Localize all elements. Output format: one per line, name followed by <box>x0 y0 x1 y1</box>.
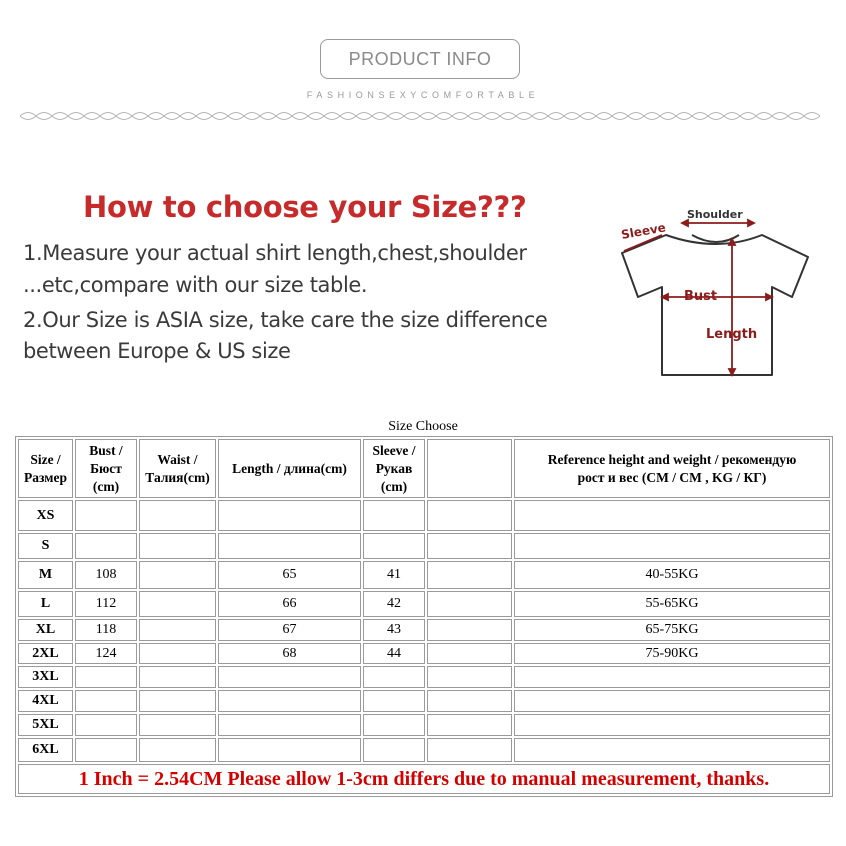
cell-waist <box>139 591 216 617</box>
cell-length: 65 <box>218 561 361 589</box>
table-row <box>18 591 830 617</box>
cell-waist <box>139 643 216 664</box>
product-info-box: PRODUCT INFO <box>320 39 520 79</box>
cell-bust <box>75 533 137 559</box>
cell-ref <box>514 666 830 688</box>
measurement-note: 1 Inch = 2.54CM Please allow 1-3cm differs due to manual measurement, thanks. <box>18 764 830 794</box>
cell-sleeve <box>363 690 425 712</box>
cell-waist <box>139 500 216 531</box>
cell-ref <box>514 714 830 736</box>
cell-blank <box>427 591 512 617</box>
diagram-label-sleeve: Sleeve <box>620 220 667 242</box>
table-note-row <box>18 764 830 794</box>
cell-ref: 75-90KG <box>514 643 830 664</box>
table-row <box>18 500 830 531</box>
table-header-row <box>18 439 830 498</box>
cell-waist <box>139 690 216 712</box>
cell-blank <box>427 500 512 531</box>
cell-bust <box>75 738 137 762</box>
cell-blank <box>427 738 512 762</box>
diagram-label-length: Length <box>706 327 758 342</box>
cell-length <box>218 738 361 762</box>
cell-sleeve: 41 <box>363 561 425 589</box>
instruction-line-1: 1.Measure your actual shirt length,chest,shoulder <box>23 241 527 265</box>
cell-length <box>218 500 361 531</box>
cell-blank <box>427 690 512 712</box>
cell-sleeve: 43 <box>363 619 425 641</box>
cell-length <box>218 714 361 736</box>
header-length: Length / длина(cm) <box>218 439 361 498</box>
cell-size: 3XL <box>18 666 73 688</box>
cell-size: 5XL <box>18 714 73 736</box>
header-waist: Waist / Талия(cm) <box>139 439 216 498</box>
table-row <box>18 533 830 559</box>
cell-size: S <box>18 533 73 559</box>
table-row <box>18 643 830 664</box>
cell-length: 68 <box>218 643 361 664</box>
header-reference: Reference height and weight / рекомендую рост и вес (CM / CM , KG / КГ) <box>514 439 830 498</box>
cell-sleeve <box>363 500 425 531</box>
header-size: Size / Размер <box>18 439 73 498</box>
tagline: FASHIONSEXYCOMFORTABLE <box>306 90 540 100</box>
cell-ref <box>514 738 830 762</box>
wavy-divider <box>20 109 820 123</box>
cell-length <box>218 690 361 712</box>
howto-title: How to choose your Size??? <box>83 190 527 224</box>
cell-waist <box>139 714 216 736</box>
table-row <box>18 690 830 712</box>
cell-size: L <box>18 591 73 617</box>
cell-length: 67 <box>218 619 361 641</box>
cell-sleeve <box>363 714 425 736</box>
size-table <box>15 436 833 797</box>
diagram-label-bust: Bust <box>684 289 718 304</box>
cell-waist <box>139 619 216 641</box>
table-row <box>18 714 830 736</box>
cell-waist <box>139 738 216 762</box>
cell-ref <box>514 533 830 559</box>
cell-length: 66 <box>218 591 361 617</box>
cell-size: M <box>18 561 73 589</box>
cell-size: 6XL <box>18 738 73 762</box>
cell-bust <box>75 500 137 531</box>
cell-length <box>218 666 361 688</box>
cell-ref: 55-65KG <box>514 591 830 617</box>
cell-sleeve: 42 <box>363 591 425 617</box>
tshirt-diagram <box>614 205 814 385</box>
table-row <box>18 666 830 688</box>
header-sleeve: Sleeve / Рукав (cm) <box>363 439 425 498</box>
cell-size: XS <box>18 500 73 531</box>
cell-ref <box>514 690 830 712</box>
cell-bust <box>75 666 137 688</box>
cell-size: XL <box>18 619 73 641</box>
cell-sleeve <box>363 533 425 559</box>
cell-blank <box>427 714 512 736</box>
cell-bust: 124 <box>75 643 137 664</box>
tshirt-outline <box>622 235 808 375</box>
instruction-line-3: 2.Our Size is ASIA size, take care the size difference <box>23 308 548 332</box>
table-caption: Size Choose <box>388 419 458 434</box>
cell-size: 4XL <box>18 690 73 712</box>
cell-bust: 108 <box>75 561 137 589</box>
cell-ref: 65-75KG <box>514 619 830 641</box>
cell-ref: 40-55KG <box>514 561 830 589</box>
table-row <box>18 561 830 589</box>
cell-bust <box>75 690 137 712</box>
cell-bust: 112 <box>75 591 137 617</box>
instruction-line-2: ...etc,compare with our size table. <box>23 273 368 297</box>
cell-bust <box>75 714 137 736</box>
cell-blank <box>427 619 512 641</box>
header-bust: Bust / Бюст (cm) <box>75 439 137 498</box>
cell-waist <box>139 561 216 589</box>
cell-sleeve <box>363 666 425 688</box>
instruction-line-4: between Europe & US size <box>23 339 291 363</box>
cell-waist <box>139 666 216 688</box>
cell-blank <box>427 561 512 589</box>
cell-blank <box>427 643 512 664</box>
diagram-label-shoulder: Shoulder <box>687 208 743 221</box>
cell-bust: 118 <box>75 619 137 641</box>
cell-sleeve <box>363 738 425 762</box>
cell-length <box>218 533 361 559</box>
table-row <box>18 619 830 641</box>
cell-sleeve: 44 <box>363 643 425 664</box>
cell-ref <box>514 500 830 531</box>
cell-blank <box>427 533 512 559</box>
table-row <box>18 738 830 762</box>
cell-blank <box>427 666 512 688</box>
cell-size: 2XL <box>18 643 73 664</box>
cell-waist <box>139 533 216 559</box>
header-blank <box>427 439 512 498</box>
